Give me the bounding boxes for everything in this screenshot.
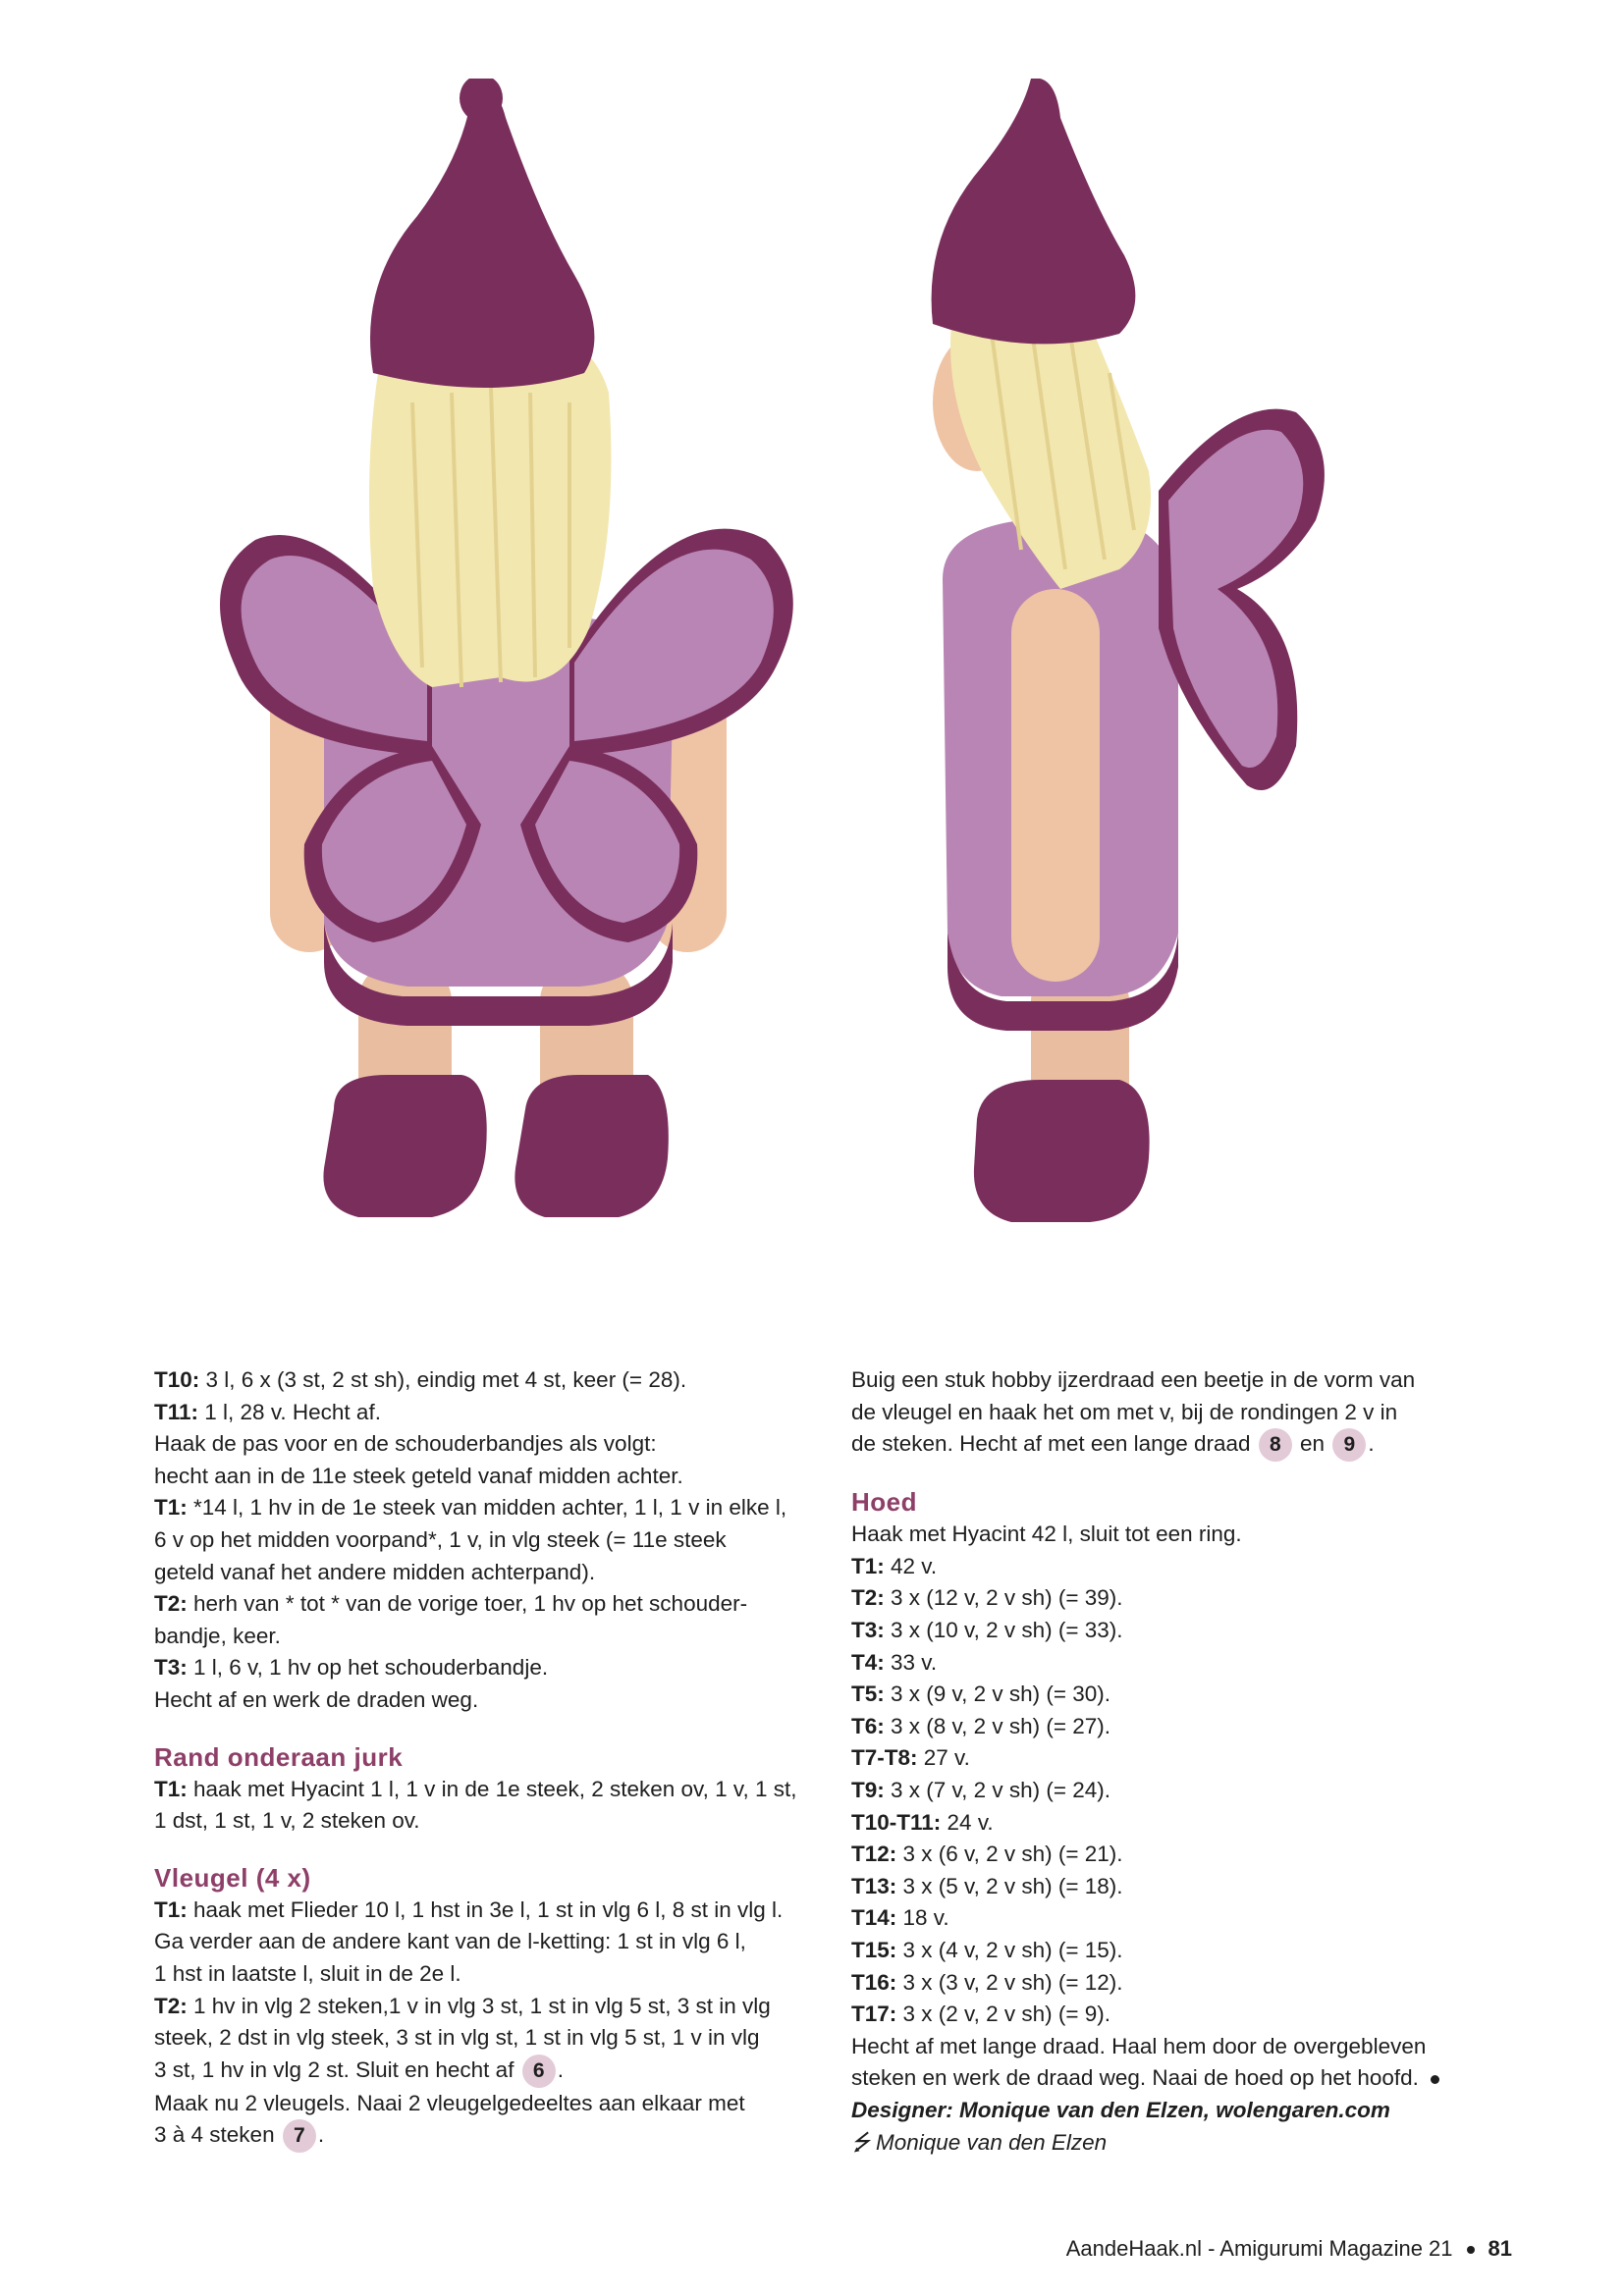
- row-label: T6:: [851, 1713, 885, 1738]
- line-text: steken en werk de draad weg. Naai de hoed op het hoofd.: [851, 2065, 1419, 2091]
- row-text: 3 x (7 v, 2 v sh) (= 24).: [884, 1778, 1111, 1802]
- row-text: *14 l, 1 hv in de 1e steek van midden achter, 1 l, 1 v in elke l,: [187, 1495, 787, 1521]
- row-label: T10-T11:: [851, 1809, 942, 1835]
- row-label: T7-T8:: [851, 1745, 918, 1771]
- row-text: 3 x (3 v, 2 v sh) (= 12).: [896, 1969, 1123, 1995]
- row-hoed-t1: [851, 1551, 1519, 1583]
- photo-ref-badge: 9: [1332, 1428, 1366, 1462]
- row-text: haak met Flieder 10 l, 1 hst in 3e l, 1 st in vlg 6 l, 8 st in vlg l.: [187, 1896, 784, 1922]
- row-label: T12:: [851, 1842, 897, 1867]
- paragraph-line: [851, 2062, 1519, 2095]
- doll-back-view: [220, 79, 793, 1217]
- row-text: 18 v.: [896, 1905, 949, 1931]
- section-heading-rand: Rand onderaan jurk: [154, 1741, 404, 1772]
- row-label: T9:: [851, 1778, 885, 1802]
- row-label: T3:: [154, 1655, 188, 1681]
- paragraph-line: bandje, keer.: [154, 1623, 281, 1648]
- paragraph-line: Hecht af en werk de draden weg.: [154, 1686, 479, 1712]
- row-hoed-t16: [851, 1967, 1519, 2000]
- row-label: T5:: [851, 1682, 885, 1707]
- row-label: T1:: [154, 1776, 188, 1801]
- doll-photo: [177, 79, 1434, 1315]
- row-label: T3:: [851, 1618, 885, 1643]
- photo-ref-badge: 7: [283, 2119, 316, 2153]
- row-label: T14:: [851, 1905, 897, 1931]
- row-hoed-t4: [851, 1647, 1519, 1680]
- row-label: T15:: [851, 1937, 897, 1962]
- row-text: herh van * tot * van de vorige toer, 1 hv op het schouder-: [187, 1591, 748, 1617]
- row-hoed-t17: [851, 1999, 1519, 2031]
- paragraph-line: Haak de pas voor en de schouderbandjes als volgt:: [154, 1431, 657, 1457]
- section-heading-hoed: Hoed: [851, 1487, 917, 1518]
- row-text: 1 l, 6 v, 1 hv op het schouderbandje.: [187, 1655, 549, 1681]
- instructions-right-column: [851, 1364, 1519, 2159]
- row-text: 3 x (5 v, 2 v sh) (= 18).: [896, 1873, 1123, 1898]
- row-label: T13:: [851, 1873, 897, 1898]
- row-text: 3 x (12 v, 2 v sh) (= 39).: [884, 1585, 1123, 1611]
- row-text: 3 x (9 v, 2 v sh) (= 30).: [884, 1682, 1111, 1707]
- end-bullet-icon: [1431, 2075, 1439, 2084]
- paragraph-line: hecht aan in de 11e steek geteld vanaf midden achter.: [154, 1463, 683, 1488]
- paragraph-line: Haak met Hyacint 42 l, sluit tot een ring.: [851, 1522, 1242, 1547]
- footer-bullet-icon: [1467, 2246, 1475, 2254]
- paragraph-line: Ga verder aan de andere kant van de l-ketting: 1 st in vlg 6 l,: [154, 1929, 746, 1954]
- paragraph-line: steek, 2 dst in vlg steek, 3 st in vlg st, 1 st in vlg 5 st, 1 v in vlg: [154, 2025, 760, 2051]
- row-t3: [154, 1652, 822, 1684]
- paragraph-line: Maak nu 2 vleugels. Naai 2 vleugelgedeeltes aan elkaar met: [154, 2090, 745, 2115]
- row-label: T17:: [851, 2002, 897, 2027]
- row-hoed-t13: [851, 1871, 1519, 1903]
- row-text: 24 v.: [941, 1809, 994, 1835]
- row-label: T2:: [154, 1993, 188, 2018]
- row-t1: [154, 1492, 822, 1524]
- doll-side-view: [932, 79, 1325, 1222]
- row-text: 3 x (6 v, 2 v sh) (= 21).: [896, 1842, 1123, 1867]
- row-label: T10:: [154, 1367, 200, 1392]
- row-label: T11:: [154, 1399, 199, 1424]
- paragraph-line: 3 à 4 steken 7 .: [154, 2119, 822, 2153]
- row-hoed-t5: [851, 1679, 1519, 1711]
- instructions-left-column: [154, 1364, 822, 2153]
- paragraph-line: Hecht af met lange draad. Haal hem door de overgebleven: [851, 2033, 1427, 2058]
- row-text: 3 x (10 v, 2 v sh) (= 33).: [884, 1618, 1123, 1643]
- row-label: T2:: [154, 1591, 188, 1617]
- camera-arrow-icon: ⭍: [851, 2129, 870, 2155]
- paragraph-line: de vleugel en haak het om met v, bij de rondingen 2 v in: [851, 1399, 1398, 1424]
- row-text: 33 v.: [884, 1649, 938, 1675]
- row-text: 1 hv in vlg 2 steken,1 v in vlg 3 st, 1 st in vlg 5 st, 3 st in vlg: [187, 1993, 771, 2018]
- row-vleugel-t1: [154, 1895, 822, 1927]
- row-hoed-t10-t11: [851, 1807, 1519, 1840]
- row-label: T1:: [154, 1495, 188, 1521]
- paragraph-line: 6 v op het midden voorpand*, 1 v, in vlg steek (= 11e steek: [154, 1526, 727, 1552]
- row-label: T1:: [851, 1553, 885, 1578]
- row-hoed-t15: [851, 1935, 1519, 1967]
- row-text: haak met Hyacint 1 l, 1 v in de 1e steek, 2 steken ov, 1 v, 1 st,: [187, 1776, 797, 1801]
- paragraph-line: 1 dst, 1 st, 1 v, 2 steken ov.: [154, 1808, 420, 1834]
- photo-ref-badge: 8: [1259, 1428, 1292, 1462]
- row-text: 3 x (8 v, 2 v sh) (= 27).: [884, 1713, 1111, 1738]
- photo-credit-name: Monique van den Elzen: [869, 2129, 1108, 2155]
- row-t2: [154, 1588, 822, 1621]
- row-vleugel-t2: [154, 1991, 822, 2023]
- row-hoed-t2: [851, 1582, 1519, 1615]
- row-rand-t1: [154, 1774, 822, 1806]
- row-label: T4:: [851, 1649, 885, 1675]
- row-hoed-t12: [851, 1839, 1519, 1871]
- paragraph-line: Buig een stuk hobby ijzerdraad een beetje in de vorm van: [851, 1367, 1416, 1392]
- line-text: de steken. Hecht af met een lange draad: [851, 1431, 1257, 1457]
- row-text: 3 x (4 v, 2 v sh) (= 15).: [896, 1937, 1123, 1962]
- row-text: 3 x (2 v, 2 v sh) (= 9).: [896, 2002, 1111, 2027]
- row-t10: [154, 1364, 822, 1397]
- row-text: 27 v.: [917, 1745, 970, 1771]
- row-label: T2:: [851, 1585, 885, 1611]
- designer-credit: Designer: Monique van den Elzen, wolengaren.com: [851, 2097, 1390, 2122]
- row-hoed-t7-t8: [851, 1742, 1519, 1775]
- photo-ref-badge: 6: [522, 2055, 556, 2088]
- footer-source: AandeHaak.nl - Amigurumi Magazine 21: [1065, 2236, 1453, 2261]
- section-heading-vleugel: Vleugel (4 x): [154, 1862, 311, 1893]
- line-text: 3 st, 1 hv in vlg 2 st. Sluit en hecht af: [154, 2056, 520, 2082]
- line-text: en: [1293, 1431, 1331, 1457]
- photo-credit: [851, 2127, 1519, 2160]
- row-text: 1 l, 28 v. Hecht af.: [198, 1399, 381, 1424]
- line-text: 3 à 4 steken: [154, 2122, 281, 2148]
- row-text: 42 v.: [884, 1553, 938, 1578]
- paragraph-line: de steken. Hecht af met een lange draad 8 en 9 .: [851, 1428, 1519, 1462]
- paragraph-line: 3 st, 1 hv in vlg 2 st. Sluit en hecht af 6 .: [154, 2055, 822, 2088]
- row-hoed-t9: [851, 1775, 1519, 1807]
- paragraph-line: 1 hst in laatste l, sluit in de 2e l.: [154, 1960, 461, 1986]
- paragraph-line: geteld vanaf het andere midden achterpand).: [154, 1559, 596, 1584]
- page-number: 81: [1488, 2236, 1512, 2261]
- row-hoed-t6: [851, 1711, 1519, 1743]
- row-hoed-t14: [851, 1902, 1519, 1935]
- row-label: T1:: [154, 1896, 188, 1922]
- row-text: 3 l, 6 x (3 st, 2 st sh), eindig met 4 st, keer (= 28).: [199, 1367, 687, 1392]
- row-label: T16:: [851, 1969, 897, 1995]
- row-hoed-t3: [851, 1615, 1519, 1647]
- page-footer: [1066, 2234, 1512, 2264]
- row-t11: [154, 1397, 822, 1429]
